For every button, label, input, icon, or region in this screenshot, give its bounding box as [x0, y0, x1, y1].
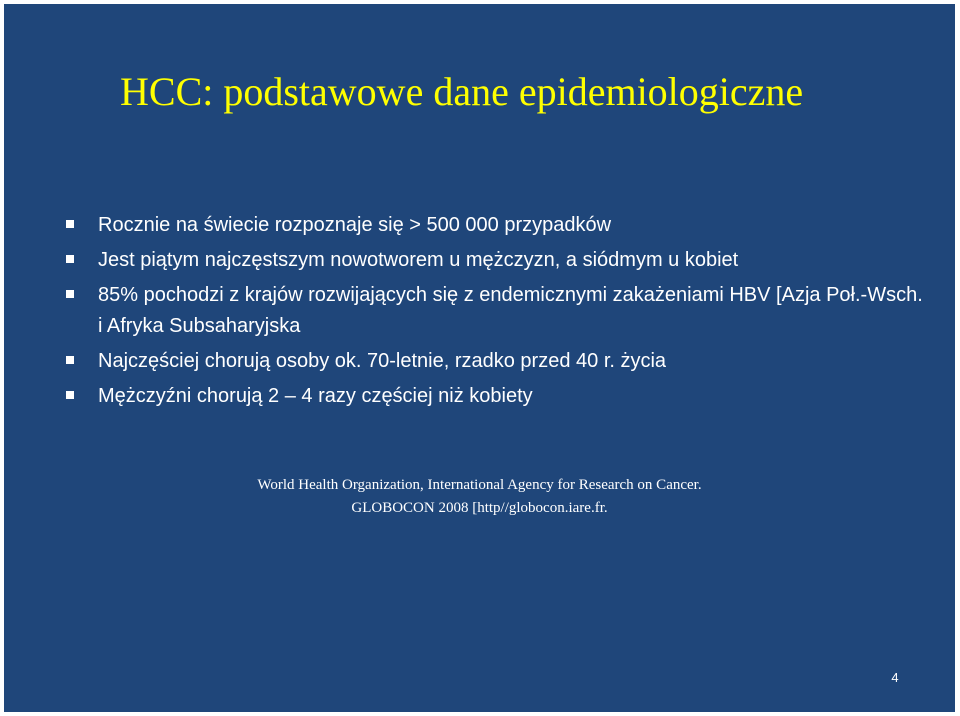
bullet-text: Rocznie na świecie rozpoznaje się > 500 000 przypadków [98, 214, 612, 236]
source-line-1: World Health Organization, International Agency for Research on Cancer. [257, 477, 702, 493]
bullet-item [66, 346, 926, 377]
bullet-text: 85% pochodzi z krajów rozwijających się z endemicznymi zakażeniami HBV [Azja Poł.-Wsch. i Afryka Subsaharyjska [98, 284, 923, 337]
bullet-text: Mężczyźni chorują 2 – 4 razy częściej niż kobiety [98, 385, 533, 407]
square-bullet-icon [66, 356, 74, 364]
bullet-item [66, 381, 926, 412]
square-bullet-icon [66, 391, 74, 399]
source-citation [4, 474, 955, 520]
slide-title: HCC: podstawowe dane epidemiologiczne [120, 69, 804, 114]
page-number: 4 [891, 670, 899, 685]
bullet-item [66, 245, 926, 276]
bullet-list [66, 210, 926, 416]
bullet-item [66, 210, 926, 241]
slide [4, 4, 955, 712]
bullet-text: Jest piątym najczęstszym nowotworem u mężczyzn, a siódmym u kobiet [98, 249, 739, 271]
bullet-item [66, 280, 926, 342]
square-bullet-icon [66, 290, 74, 298]
source-line-2: GLOBOCON 2008 [http//globocon.iare.fr. [351, 500, 608, 516]
square-bullet-icon [66, 220, 74, 228]
square-bullet-icon [66, 255, 74, 263]
bullet-text: Najczęściej chorują osoby ok. 70-letnie, rzadko przed 40 r. życia [98, 350, 667, 372]
